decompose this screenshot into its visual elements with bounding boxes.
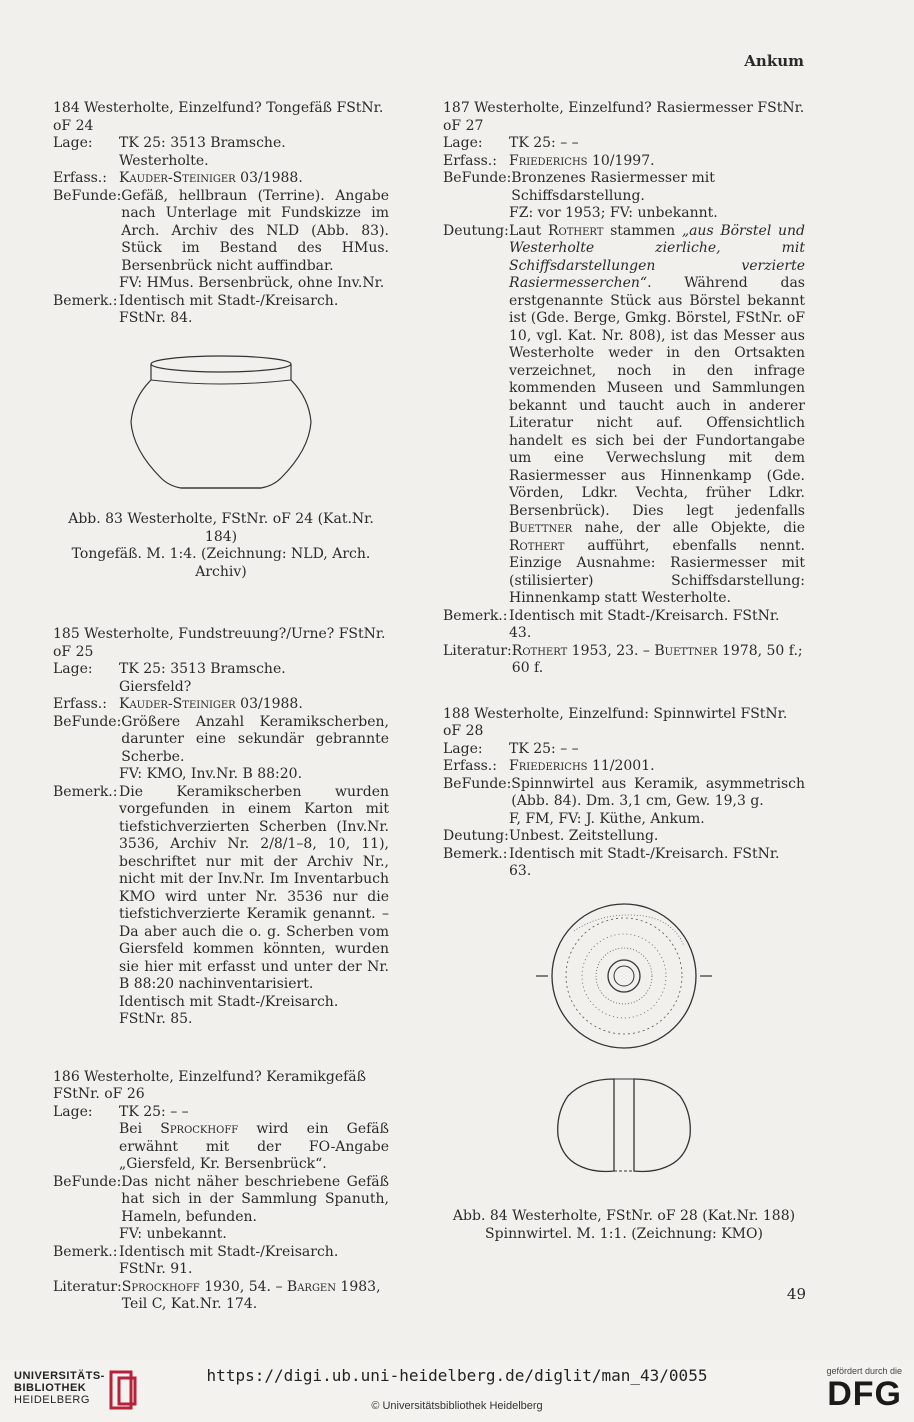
field-value: FV: KMO, Inv.Nr. B 88:20. [119,766,303,782]
field-label: Bemerk.: [53,1243,118,1260]
field-value: Rothert 1953, 23. – Buettner 1978, 50 f.; 60 f. [511,642,803,676]
field-label: Lage: [443,135,483,151]
entry-185 [53,626,389,1029]
field-label: BeFunde: [53,713,122,730]
figure-caption: Abb. 84 Westerholte, FStNr. oF 28 (Kat.Nr. 188) [452,1208,796,1224]
field-label: BeFunde: [53,1173,122,1190]
field-label: Literatur: [53,1278,122,1295]
document-url-link[interactable]: https://digi.ub.uni-heidelberg.de/diglit/man_43/0055 [206,1366,708,1385]
field-value: FV: unbekannt. [119,1226,227,1242]
field-value: TK 25: – – [509,135,579,151]
dfg-logo[interactable] [826,1366,902,1412]
field-value: Bei Sprockhoff wird ein Gefäß erwähnt mit der FO-Angabe „Giersfeld, Kr. Bersenbrück“. [119,1121,389,1172]
field-value: Identisch mit Stadt-/Kreisarch. FStNr. 84. [119,292,339,326]
field-label: Lage: [443,740,483,757]
field-label: Erfass.: [53,696,107,712]
field-label: Lage: [53,135,93,151]
field-label: Bemerk.: [443,845,508,862]
field-value: Identisch mit Stadt-/Kreisarch. FStNr. 91. [119,1243,339,1277]
field-label: BeFunde: [443,775,512,792]
field-label: Deutung: [443,828,509,844]
field-label: Lage: [53,661,93,677]
logo-text: UNIVERSITÄTS- [14,1370,105,1382]
field-label: BeFunde: [443,170,512,186]
field-value: Identisch mit Stadt-/Kreisarch. FStNr. 43. [509,607,780,641]
entry-184 [53,100,389,328]
field-value: Westerholte. [119,152,209,169]
right-column [443,100,805,1243]
field-value: Spinnwirtel aus Keramik, asymmetrisch (Abb. 84). Dm. 3,1 cm, Gew. 19,3 g. [511,775,805,809]
field-value: FV: HMus. Bersenbrück, ohne Inv.Nr. [119,275,385,291]
field-value: Laut Rothert stammen „aus Börstel und Westerholte zierliche, mit Schiffsdarstellungen verzierte Rasiermesserchen“. Während das erstgenannte Stück aus Börstel bekannt ist (Gde. Berge, Gmkg. Börstel, FStNr. oF 10, vgl. Kat. Nr. 808), ist das Messer aus Westerholte weder in den Ortsakten verzeichnet, noch in den infrage kommenden Museen und Sammlungen bekannt und taucht auch in anderer Literatur nicht auf. Offensichtlich handelt es sich bei der Fundortangabe um eine Verwechslung mit dem Rasiermesser aus Hinnenkamp (Gde. Vörden, Ldkr. Vechta, früher Ldkr. Bersenbrück). Dies legt jedenfalls Buettner nahe, der alle Objekte, die Rothert aufführt, ebenfalls nennt. Einzige Ausnahme: Rasiermesser mit (stilisierter) Schiffsdarstellung: Hinnenkamp statt Westerholte. [509,222,806,606]
entry-187 [443,100,805,678]
entry-186 [53,1069,389,1314]
field-value: Identisch mit Stadt-/Kreisarch. FStNr. 85. [119,993,339,1027]
entry-heading: 188 Westerholte, Einzelfund: Spinnwirtel FStNr. oF 28 [443,705,788,739]
spindle-whorl-drawing [534,891,714,1201]
field-value: TK 25: 3513 Bramsche. [119,661,286,677]
page-number: 49 [786,1285,806,1303]
logo-text: HEIDELBERG [14,1394,90,1406]
field-value: F, FM, FV: J. Küthe, Ankum. [509,810,705,827]
figure-caption: Spinnwirtel. M. 1:1. (Zeichnung: KMO) [485,1225,763,1242]
left-column [53,100,389,1314]
running-header: Ankum [744,52,804,70]
entry-heading: 187 Westerholte, Einzelfund? Rasiermesser FStNr. oF 27 [443,100,805,134]
logo-text: BIBLIOTHEK [14,1382,87,1394]
field-label: Erfass.: [443,152,497,169]
field-value: Bronzenes Rasiermesser mit Schiffsdarstellung. [511,170,715,204]
field-value: Die Keramikscherben wurden vorgefunden in einem Karton mit tiefstichverzierten Scherben (Inv.Nr. 3536, Archiv Nr. 2/8/1–8, 10, 11), beschriftet nur mit der Archiv Nr., nicht mit der Inv.Nr. Im Inventarbuch KMO wird unter Nr. 3536 nur die tiefstichverzierte Keramik genannt. – Da aber auch die o. g. Scherben vom Giersfeld kommen könnten, wurden sie hier mit erfasst und unter der Nr. B 88:20 nachinventarisiert. [119,783,389,992]
field-value: FZ: vor 1953; FV: unbekannt. [509,205,718,221]
copyright-text: © Universitätsbibliothek Heidelberg [371,1400,543,1412]
field-value: Friederichs 11/2001. [509,758,655,774]
footer-bar [0,1360,914,1422]
field-label: Bemerk.: [53,292,118,309]
field-value: Giersfeld? [119,678,192,695]
field-value: Kauder-Steiniger 03/1988. [119,170,303,186]
field-label: BeFunde: [53,187,122,204]
field-label: Lage: [53,1103,93,1120]
dfg-funding-text: gefördert durch die [826,1366,902,1376]
field-label: Bemerk.: [443,607,508,624]
field-value: Identisch mit Stadt-/Kreisarch. FStNr. 63. [509,845,780,879]
field-label: Erfass.: [53,170,107,186]
field-value: TK 25: – – [509,740,579,757]
field-value: Das nicht näher beschriebene Gefäß hat sich in der Sammlung Spanuth, Hameln, befunden. [121,1173,389,1225]
entry-188 [443,706,805,881]
dfg-logo-text: DFG [827,1375,902,1413]
field-label: Bemerk.: [53,783,118,800]
field-value: Kauder-Steiniger 03/1988. [119,696,303,712]
field-value: Größere Anzahl Keramikscherben, darunter eine sekundär gebrannte Scherbe. [121,713,389,765]
entry-heading: 185 Westerholte, Fundstreuung?/Urne? FStNr. oF 25 [53,626,386,660]
field-value: Gefäß, hellbraun (Terrine). Angabe nach Unterlage mit Fundskizze im Arch. Archiv des NLD (Abb. 83). Stück im Bestand des HMus. Bersenbrück nicht auffindbar. [121,187,389,274]
vessel-drawing [121,350,321,500]
field-label: Literatur: [443,642,512,659]
entry-heading: 186 Westerholte, Einzelfund? Keramikgefäß FStNr. oF 26 [53,1068,366,1102]
field-value: TK 25: – – [119,1103,189,1120]
field-value: Friederichs 10/1997. [509,152,655,169]
field-value: Unbest. Zeitstellung. [509,828,659,844]
field-label: Deutung: [443,222,509,239]
field-value: TK 25: 3513 Bramsche. [119,135,286,151]
figure-caption: Tongefäß. M. 1:4. (Zeichnung: NLD, Arch. Archiv) [71,546,371,580]
field-value: Sprockhoff 1930, 54. – Bargen 1983, Teil C, Kat.Nr. 174. [121,1278,381,1312]
field-label: Erfass.: [443,758,497,774]
figure-caption: Abb. 83 Westerholte, FStNr. oF 24 (Kat.Nr. 184) [68,511,374,545]
entry-heading: 184 Westerholte, Einzelfund? Tongefäß FStNr. oF 24 [53,100,384,134]
figure-83 [53,350,389,582]
figure-84 [443,891,805,1244]
